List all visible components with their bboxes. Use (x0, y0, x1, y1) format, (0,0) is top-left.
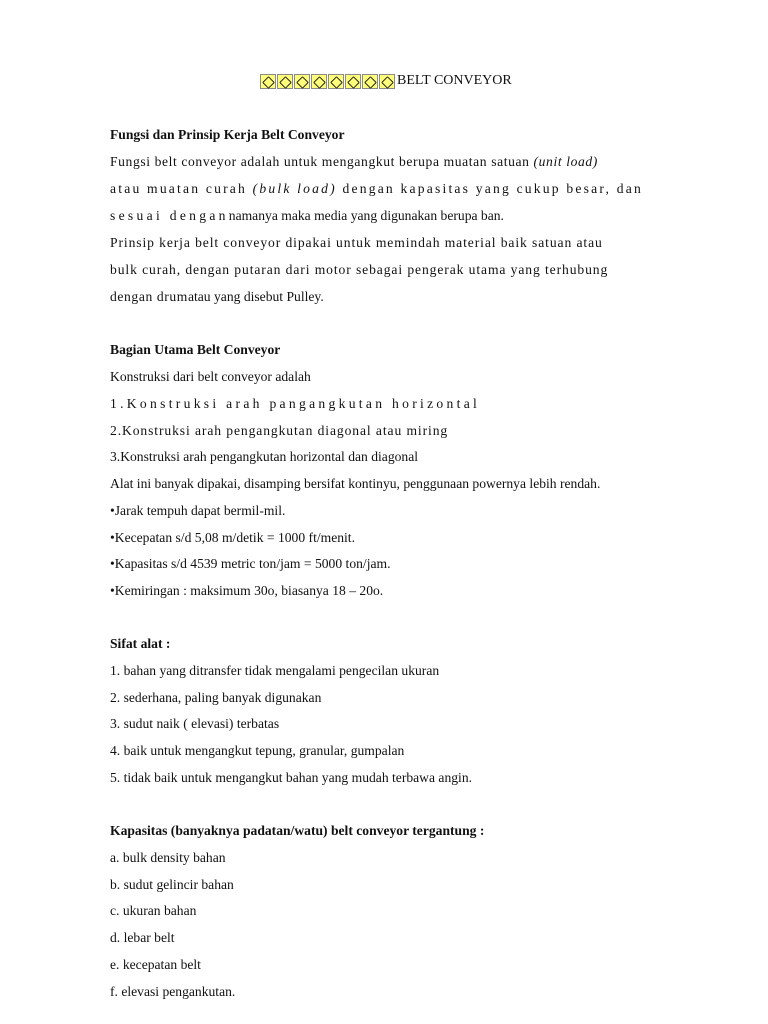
bullet-item: •Kecepatan s/d 5,08 m/detik = 1000 ft/menit. (110, 530, 355, 545)
diamond-arrow-icon (362, 74, 378, 89)
section-heading-fungsi: Fungsi dan Prinsip Kerja Belt Conveyor (110, 127, 345, 142)
text-span: atau muatan curah (110, 181, 253, 196)
diamond-arrow-icon (379, 74, 395, 89)
list-item: a. bulk density bahan (110, 850, 226, 865)
paragraph-line: bulk curah, dengan putaran dari motor sebagai pengerak utama yang terhubung (110, 262, 609, 277)
bullet-item: •Kapasitas s/d 4539 metric ton/jam = 5000 ton/jam. (110, 556, 391, 571)
document-title-row (260, 73, 512, 89)
text-span: Fungsi belt conveyor adalah untuk mengangkut berupa muatan satuan (110, 154, 534, 169)
list-item: e. kecepatan belt (110, 957, 201, 972)
list-item: c. ukuran bahan (110, 903, 197, 918)
list-item: 2. sederhana, paling banyak digunakan (110, 690, 322, 705)
diamond-arrow-icon (294, 74, 310, 89)
text-span: sesuai dengan (110, 208, 229, 223)
paragraph-line: Prinsip kerja belt conveyor dipakai untuk memindah material baik satuan atau (110, 235, 603, 250)
list-item: f. elevasi pengankutan. (110, 984, 236, 999)
diamond-arrow-icon (260, 74, 276, 89)
list-item: 3.Konstruksi arah pengangkutan horizontal dan diagonal (110, 449, 419, 464)
paragraph-line: Alat ini banyak dipakai, disamping bersifat kontinyu, penggunaan powernya lebih rendah. (110, 476, 601, 491)
paragraph-line (110, 181, 643, 197)
section-heading-sifat-alat: Sifat alat : (110, 636, 171, 651)
list-item: 5. tidak baik untuk mengangkut bahan yang mudah terbawa angin. (110, 770, 473, 785)
diamond-arrow-icon (311, 74, 327, 89)
list-item: 3. sudut naik ( elevasi) terbatas (110, 716, 280, 731)
bullet-item: •Jarak tempuh dapat bermil-mil. (110, 503, 286, 518)
document-title: BELT CONVEYOR (397, 73, 512, 88)
section-heading-bagian-utama: Bagian Utama Belt Conveyor (110, 342, 281, 357)
text-span: dengan drum (110, 289, 188, 304)
list-item: b. sudut gelincir bahan (110, 877, 234, 892)
list-item: 4. baik untuk mengangkut tepung, granular, gumpalan (110, 743, 405, 758)
section-heading-kapasitas: Kapasitas (banyaknya padatan/watu) belt conveyor tergantung : (110, 823, 485, 838)
italic-term: (bulk load) (252, 181, 337, 196)
diamond-arrow-icon (328, 74, 344, 89)
paragraph-line (110, 208, 504, 224)
text-span: namanya maka media yang digunakan berupa ban. (228, 208, 504, 223)
list-item: d. lebar belt (110, 930, 175, 945)
diamond-arrow-icon (277, 74, 293, 89)
text-span: atau yang disebut Pulley. (187, 289, 324, 304)
list-item: 2.Konstruksi arah pengangkutan diagonal atau miring (110, 423, 449, 438)
italic-term: (unit load) (533, 154, 598, 169)
list-item: 1. bahan yang ditransfer tidak mengalami pengecilan ukuran (110, 663, 440, 678)
bullet-item: •Kemiringan : maksimum 30o, biasanya 18 – 20o. (110, 583, 384, 598)
text-span: dengan kapasitas yang cukup besar, dan (336, 181, 643, 196)
paragraph-line (110, 154, 598, 170)
paragraph-line (110, 289, 324, 305)
diamond-arrow-icon (345, 74, 361, 89)
paragraph-line: Konstruksi dari belt conveyor adalah (110, 369, 311, 384)
list-item: 1.Konstruksi arah pangangkutan horizontal (110, 396, 481, 411)
